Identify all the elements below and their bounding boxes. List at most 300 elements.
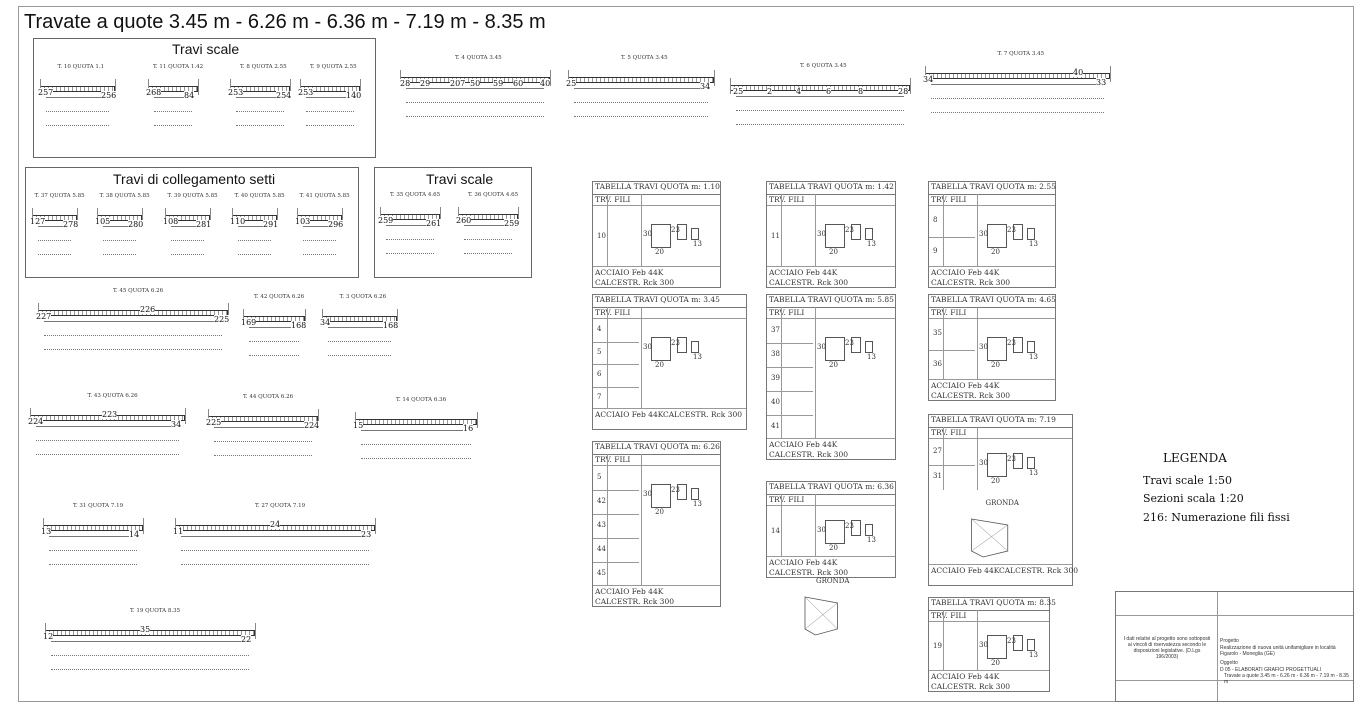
table-row-label: 35 <box>933 329 942 338</box>
dimension-line <box>103 254 136 255</box>
table-calcestruzzo: CALCESTR. Rck 300 <box>595 278 674 287</box>
fixed-node-number: 259 <box>504 219 520 228</box>
fixed-node-number: 207 <box>450 79 466 88</box>
fixed-node-number: 23 <box>361 530 372 539</box>
beam-label: T. 36 QUOTA 4.65 <box>468 192 519 198</box>
section-sketch <box>987 337 1007 361</box>
table-row-label: 43 <box>597 521 606 529</box>
section-dimension: 13 <box>867 353 876 361</box>
beam-label: T. 45 QUOTA 6.26 <box>113 288 164 294</box>
section-dimension: 23 <box>845 521 854 530</box>
table-header: TRV. FILI <box>595 195 631 204</box>
beam-body <box>355 419 477 425</box>
dimension-line <box>44 335 222 336</box>
table-calcestruzzo: CALCESTR. Rck 300 <box>595 597 674 606</box>
table-acciaio: ACCIAIO Feb 44K <box>931 381 1000 390</box>
table-calcestruzzo: CALCESTR. Rck 300 <box>769 450 848 459</box>
fixed-node-number: 227 <box>36 312 52 321</box>
support-tick <box>255 623 256 639</box>
dimension-line <box>36 440 179 441</box>
section-dimension: 23 <box>1007 636 1016 645</box>
support-tick <box>730 78 731 94</box>
fixed-node-number: 259 <box>378 216 394 225</box>
table-row-label: 19 <box>933 641 942 650</box>
table-acciaio: ACCIAIO Feb 44K <box>931 672 1000 681</box>
section-sketch <box>691 228 699 240</box>
beam-label: T. 11 QUOTA 1.42 <box>153 64 204 70</box>
fixed-node-number: 60 <box>513 79 524 88</box>
table-row-label: 7 <box>597 392 602 401</box>
dimension-line <box>49 536 137 537</box>
section-dimension: 30 <box>979 458 988 467</box>
group-title-travi-scale-2: Travi scale <box>426 171 494 187</box>
section-sketch <box>987 635 1007 659</box>
fixed-node-number: 6 <box>826 87 832 96</box>
dimension-line <box>574 102 708 103</box>
dimension-line <box>154 125 192 126</box>
beam-label: T. 8 QUOTA 2.55 <box>240 64 287 70</box>
beam-table <box>592 181 721 288</box>
section-dimension: 13 <box>1029 240 1038 248</box>
dimension-line <box>328 355 391 356</box>
fixed-node-number: 16 <box>463 424 474 433</box>
table-row-label: 42 <box>597 497 606 505</box>
dimension-line <box>51 655 249 656</box>
beam-label: T. 31 QUOTA 7.19 <box>73 503 124 509</box>
table-row-label: 31 <box>933 472 942 481</box>
section-dimension: 30 <box>817 230 826 238</box>
table-acciaio: ACCIAIO Feb 44K <box>769 440 838 449</box>
section-dimension: 20 <box>829 361 838 369</box>
beam-label: T. 42 QUOTA 6.26 <box>254 294 305 300</box>
dimension-line <box>931 112 1104 113</box>
fixed-node-number: 225 <box>206 418 222 427</box>
fixed-node-number: 50 <box>470 79 481 88</box>
dimension-line <box>214 427 312 428</box>
section-sketch <box>1027 341 1035 353</box>
section-dimension: 20 <box>991 476 1000 485</box>
fixed-node-number: 257 <box>38 88 54 97</box>
fixed-node-number: 25 <box>566 79 577 88</box>
table-acciaio: ACCIAIO Feb 44K <box>595 410 664 419</box>
beam-label: T. 4 QUOTA 3.45 <box>455 55 502 61</box>
section-dimension: 20 <box>991 658 1000 667</box>
table-row-label: 39 <box>771 374 780 382</box>
beam-label: T. 40 QUOTA 5.85 <box>234 193 285 199</box>
table-row-label: 45 <box>597 569 606 577</box>
table-calcestruzzo: CALCESTR. Rck 300 <box>999 566 1078 575</box>
fixed-node-number: 15 <box>353 421 364 430</box>
fixed-node-number: 105 <box>95 217 111 226</box>
table-row-label: 37 <box>771 326 780 334</box>
fixed-node-number: 254 <box>276 91 292 100</box>
beam-label: T. 3 QUOTA 6.26 <box>339 294 387 300</box>
dimension-line <box>249 355 299 356</box>
dimension-line <box>236 111 284 112</box>
section-dimension: 30 <box>817 525 826 534</box>
dimension-line <box>574 88 708 89</box>
dimension-line <box>464 239 512 240</box>
dimension-line <box>306 111 354 112</box>
beam-label: T. 37 QUOTA 5.85 <box>34 193 85 199</box>
table-calcestruzzo: CALCESTR. Rck 300 <box>769 568 848 577</box>
legend-title: LEGENDA <box>1163 451 1227 465</box>
fixed-node-number: 278 <box>63 220 79 229</box>
dimension-line <box>328 341 391 342</box>
gronda-detail <box>928 499 1073 579</box>
beam-label: T. 35 QUOTA 4.65 <box>390 192 441 198</box>
dimension-line <box>406 88 544 89</box>
beam-label: T. 14 QUOTA 6.36 <box>396 397 447 403</box>
dimension-line <box>238 240 271 241</box>
section-sketch <box>987 224 1007 248</box>
support-tick <box>143 518 144 534</box>
fixed-node-number: 2 <box>767 87 773 96</box>
fixed-node-number: 34 <box>320 318 331 327</box>
dimension-line <box>736 96 904 97</box>
table-row-label: 41 <box>771 422 780 430</box>
section-dimension: 13 <box>867 535 876 544</box>
table-row-label: 4 <box>597 325 602 334</box>
fixed-node-number: 4 <box>796 87 802 96</box>
table-header: TRV. FILI <box>931 428 967 437</box>
dimension-line <box>38 254 71 255</box>
fixed-node-number: 168 <box>291 321 307 330</box>
beam-label: T. 43 QUOTA 6.26 <box>87 393 138 399</box>
support-tick <box>198 79 199 95</box>
progetto-label: Progetto <box>1220 638 1239 644</box>
table-header: TRV. FILI <box>769 195 805 204</box>
dimension-line <box>44 321 222 322</box>
dimension-line <box>736 124 904 125</box>
fixed-node-number: 22 <box>241 635 252 644</box>
beam-label: T. 7 QUOTA 3.45 <box>997 51 1045 57</box>
table-title: TABELLA TRAVI QUOTA m: 5.85 <box>767 295 895 308</box>
fixed-node-number: 296 <box>328 220 344 229</box>
fixed-node-number: 33 <box>1096 78 1107 87</box>
table-row-label: 6 <box>597 370 602 379</box>
dimension-line <box>361 430 471 431</box>
table-row-label: 40 <box>771 398 780 406</box>
dimension-line <box>214 441 312 442</box>
section-dimension: 23 <box>671 339 680 347</box>
table-calcestruzzo: CALCESTR. Rck 300 <box>931 391 1010 400</box>
table-header: TRV. FILI <box>595 455 631 464</box>
table-title: TABELLA TRAVI QUOTA m: 1.10 <box>593 182 720 195</box>
fixed-node-number: 28 <box>400 79 411 88</box>
section-dimension: 30 <box>979 343 988 351</box>
gronda-title: GRONDA <box>985 499 1019 507</box>
dimension-line <box>464 253 512 254</box>
fixed-node-number: 256 <box>101 91 117 100</box>
support-tick <box>185 408 186 424</box>
dimension-line <box>103 240 136 241</box>
section-dimension: 20 <box>991 361 1000 369</box>
fixed-node-number: 224 <box>28 417 44 426</box>
dimension-line <box>306 125 354 126</box>
section-dimension: 30 <box>979 230 988 238</box>
dimension-line <box>171 240 204 241</box>
table-row-label: 8 <box>933 216 938 225</box>
fixed-node-number: 34 <box>171 420 182 429</box>
legend-item: Travi scale 1:50 <box>1143 474 1232 487</box>
section-sketch <box>865 228 873 240</box>
section-dimension: 20 <box>655 361 664 369</box>
fixed-node-number: 25 <box>733 87 744 96</box>
beam-label: T. 41 QUOTA 5.85 <box>299 193 350 199</box>
dimension-line <box>51 641 249 642</box>
section-sketch <box>825 337 845 361</box>
table-calcestruzzo: CALCESTR. Rck 300 <box>931 278 1010 287</box>
gronda-title: GRONDA <box>816 577 850 585</box>
beam-label: T. 39 QUOTA 5.85 <box>167 193 218 199</box>
table-title: TABELLA TRAVI QUOTA m: 2.55 <box>929 182 1055 195</box>
table-title: TABELLA TRAVI QUOTA m: 4.65 <box>929 295 1055 308</box>
dimension-line <box>931 98 1104 99</box>
gronda-sketch <box>766 589 896 677</box>
fixed-node-number: 226 <box>140 305 156 314</box>
dimension-line <box>181 536 369 537</box>
group-title-travi-scale-1: Travi scale <box>172 41 240 57</box>
section-dimension: 23 <box>1007 339 1016 347</box>
fixed-node-number: 11 <box>173 527 184 536</box>
table-row-label: 38 <box>771 350 780 358</box>
beam-body <box>568 77 714 83</box>
fixed-node-number: 13 <box>41 527 52 536</box>
beam-label: T. 5 QUOTA 3.45 <box>621 55 668 61</box>
table-title: TABELLA TRAVI QUOTA m: 7.19 <box>929 415 1072 428</box>
gronda-sketch <box>928 511 1073 579</box>
privacy-note: I dati relativi al progetto sono sottoposti ai vincoli di riservatezza secondo le disposizioni legislative. (D.Lgs 196/2003) <box>1123 636 1211 660</box>
fixed-node-number: 261 <box>426 219 442 228</box>
oggetto-value: D 05 - ELABORATI GRAFICI PROGETTUALI <box>1220 667 1322 673</box>
fixed-node-number: 108 <box>163 217 179 226</box>
section-sketch <box>651 337 671 361</box>
beam-table <box>592 294 747 430</box>
dimension-line <box>303 254 336 255</box>
beam-label: T. 44 QUOTA 6.26 <box>243 394 294 400</box>
gronda-detail <box>766 577 896 677</box>
beam-table <box>928 597 1056 692</box>
section-dimension: 23 <box>845 226 854 234</box>
dimension-line <box>736 110 904 111</box>
fixed-node-number: 127 <box>30 217 46 226</box>
beam-label: T. 38 QUOTA 5.85 <box>99 193 150 199</box>
table-row-label: 5 <box>597 347 602 356</box>
fixed-node-number: 34 <box>700 82 711 91</box>
section-dimension: 13 <box>693 353 702 361</box>
table-row-label: 5 <box>597 473 602 481</box>
table-row-label: 27 <box>933 446 942 455</box>
table-header: TRV. FILI <box>595 308 631 317</box>
section-sketch <box>691 341 699 353</box>
dimension-line <box>214 455 312 456</box>
section-sketch <box>1027 457 1035 469</box>
fixed-node-number: 40 <box>1073 68 1084 77</box>
table-header: TRV. FILI <box>931 308 967 317</box>
section-dimension: 13 <box>693 500 702 508</box>
table-acciaio: ACCIAIO Feb 44K <box>595 268 664 277</box>
fixed-node-number: 253 <box>298 88 314 97</box>
legend-item: 216: Numerazione fili fissi <box>1143 511 1290 524</box>
section-dimension: 30 <box>979 640 988 649</box>
beam-table <box>928 294 1056 401</box>
beam-body <box>208 416 318 422</box>
dimension-line <box>38 240 71 241</box>
beam-label: T. 6 QUOTA 3.45 <box>800 63 847 69</box>
table-title: TABELLA TRAVI QUOTA m: 3.45 <box>593 295 746 308</box>
table-acciaio: ACCIAIO Feb 44K <box>595 587 664 596</box>
table-row-label: 9 <box>933 246 938 255</box>
table-row-label: 11 <box>771 231 780 240</box>
dimension-line <box>46 97 109 98</box>
dimension-line <box>46 111 109 112</box>
fixed-node-number: 24 <box>270 520 281 529</box>
fixed-node-number: 225 <box>214 315 230 324</box>
dimension-line <box>361 444 471 445</box>
dimension-line <box>406 116 544 117</box>
beam-label: T. 19 QUOTA 8.35 <box>130 608 181 614</box>
beam-table <box>766 181 896 288</box>
beam-table <box>928 181 1056 288</box>
dimension-line <box>49 564 137 565</box>
table-header: TRV. FILI <box>769 495 805 504</box>
fixed-node-number: 169 <box>241 318 257 327</box>
table-row-label: 10 <box>597 231 606 240</box>
table-calcestruzzo: CALCESTR. Rck 300 <box>769 278 848 287</box>
dimension-line <box>181 564 369 565</box>
table-row-label: 44 <box>597 545 606 553</box>
fixed-node-number: 29 <box>420 79 431 88</box>
beam-body <box>38 310 228 316</box>
section-dimension: 20 <box>829 248 838 256</box>
fixed-node-number: 14 <box>129 530 140 539</box>
table-row-label: 14 <box>771 526 780 535</box>
support-tick <box>714 70 715 86</box>
section-dimension: 23 <box>1007 454 1016 463</box>
dimension-line <box>328 327 391 328</box>
section-sketch <box>865 524 873 536</box>
oggetto-value-2: Travate a quote 3.45 m - 6.26 m - 6.36 m - 7.19 m - 8.35 m <box>1224 673 1349 685</box>
beam-body <box>43 525 143 531</box>
table-header: TRV. FILI <box>931 611 967 620</box>
dimension-line <box>44 349 222 350</box>
table-row-label: 36 <box>933 359 942 368</box>
fixed-node-number: 103 <box>295 217 311 226</box>
section-dimension: 23 <box>845 339 854 347</box>
beam-label: T. 9 QUOTA 2.55 <box>310 64 357 70</box>
fixed-node-number: 59 <box>493 79 504 88</box>
table-acciaio: ACCIAIO Feb 44K <box>931 268 1000 277</box>
section-sketch <box>987 453 1007 477</box>
table-acciaio: ACCIAIO Feb 44K <box>769 558 838 567</box>
dimension-line <box>171 254 204 255</box>
section-dimension: 23 <box>671 486 680 494</box>
section-sketch <box>865 341 873 353</box>
dimension-line <box>181 550 369 551</box>
section-sketch <box>691 488 699 500</box>
fixed-node-number: 140 <box>346 91 362 100</box>
section-dimension: 13 <box>1029 468 1038 477</box>
section-sketch <box>1027 228 1035 240</box>
fixed-node-number: 281 <box>196 220 212 229</box>
beam-label: T. 10 QUOTA 1.1 <box>57 64 105 70</box>
table-title: TABELLA TRAVI QUOTA m: 8.35 <box>929 598 1049 611</box>
title-block <box>1115 591 1354 702</box>
section-sketch <box>651 484 671 508</box>
dimension-line <box>36 454 179 455</box>
dimension-line <box>154 111 192 112</box>
dimension-line <box>386 253 434 254</box>
dimension-line <box>931 84 1104 85</box>
dimension-line <box>303 240 336 241</box>
section-dimension: 30 <box>643 343 652 351</box>
table-calcestruzzo: CALCESTR. Rck 300 <box>663 410 742 419</box>
dimension-line <box>249 341 299 342</box>
progetto-value: Realizzazione di nuova unità unifamigliare in località Figarolo - Moneglia (GE) <box>1220 645 1336 657</box>
table-calcestruzzo: CALCESTR. Rck 300 <box>931 682 1010 691</box>
section-sketch <box>1027 639 1035 651</box>
table-title: TABELLA TRAVI QUOTA m: 6.26 <box>593 442 720 455</box>
legend-item: Sezioni scala 1:20 <box>1143 492 1244 505</box>
beam-table <box>766 481 896 578</box>
dimension-line <box>386 239 434 240</box>
table-header: TRV. FILI <box>931 195 967 204</box>
fixed-node-number: 168 <box>383 321 399 330</box>
table-title: TABELLA TRAVI QUOTA m: 6.36 <box>767 482 895 495</box>
section-dimension: 13 <box>867 240 876 248</box>
dimension-line <box>49 550 137 551</box>
section-dimension: 23 <box>1007 226 1016 234</box>
fixed-node-number: 280 <box>128 220 144 229</box>
fixed-node-number: 253 <box>228 88 244 97</box>
dimension-line <box>36 426 179 427</box>
fixed-node-number: 34 <box>923 75 934 84</box>
section-sketch <box>651 224 671 248</box>
table-acciaio: ACCIAIO Feb 44K <box>931 566 1000 575</box>
section-dimension: 20 <box>829 543 838 552</box>
fixed-node-number: 40 <box>540 79 551 88</box>
dimension-line <box>238 254 271 255</box>
dimension-line <box>574 116 708 117</box>
page-title: Travate a quote 3.45 m - 6.26 m - 6.36 m - 7.19 m - 8.35 m <box>24 11 546 33</box>
dimension-line <box>236 125 284 126</box>
beam-body <box>730 85 910 91</box>
section-dimension: 13 <box>693 240 702 248</box>
fixed-node-number: 223 <box>102 410 118 419</box>
dimension-line <box>46 125 109 126</box>
support-tick <box>477 412 478 428</box>
dimension-line <box>361 458 471 459</box>
beam-label: T. 27 QUOTA 7.19 <box>255 503 306 509</box>
support-tick <box>375 518 376 534</box>
fixed-node-number: 224 <box>304 421 320 430</box>
fixed-node-number: 8 <box>858 87 864 96</box>
support-tick <box>1110 66 1111 82</box>
support-tick <box>910 78 911 94</box>
fixed-node-number: 268 <box>146 88 162 97</box>
section-dimension: 30 <box>643 230 652 238</box>
fixed-node-number: 110 <box>230 217 246 226</box>
fixed-node-number: 12 <box>43 632 54 641</box>
table-title: TABELLA TRAVI QUOTA m: 1.42 <box>767 182 895 195</box>
fixed-node-number: 291 <box>263 220 279 229</box>
fixed-node-number: 84 <box>184 91 195 100</box>
table-acciaio: ACCIAIO Feb 44K <box>769 268 838 277</box>
section-dimension: 30 <box>643 490 652 498</box>
oggetto-label: Oggetto <box>1220 660 1238 666</box>
section-dimension: 30 <box>817 343 826 351</box>
